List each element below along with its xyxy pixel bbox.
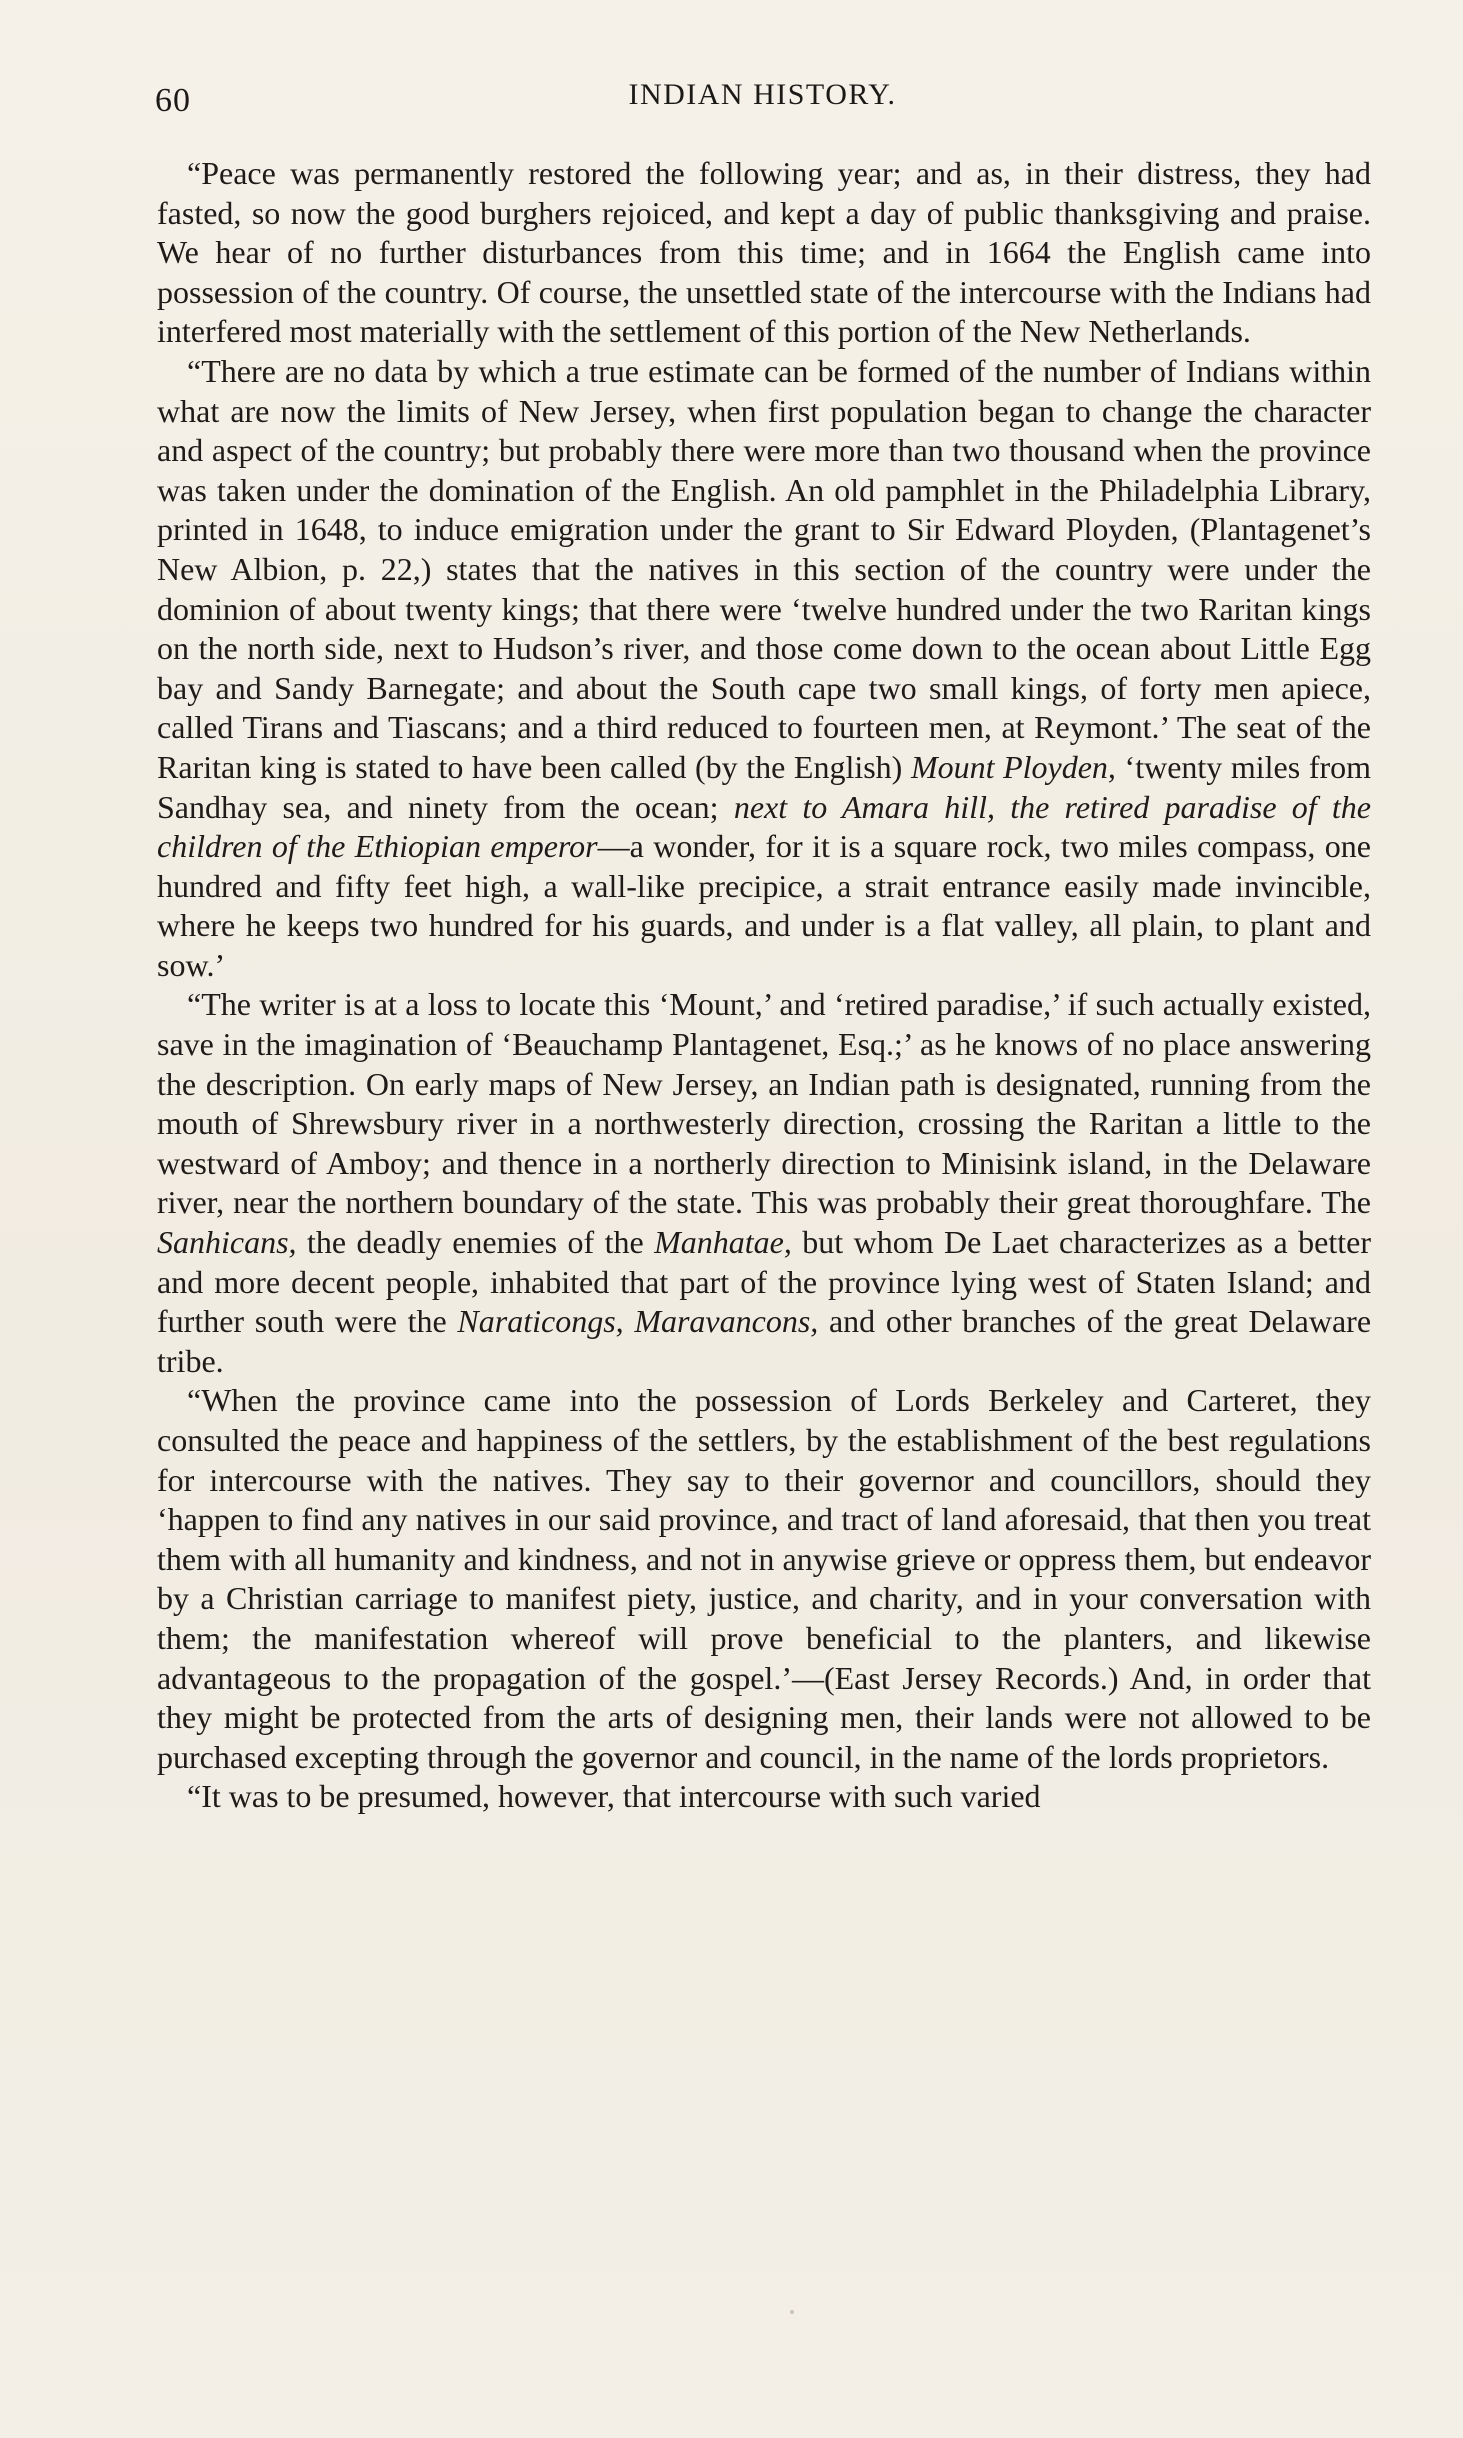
paragraph-text: ‘twenty miles from Sandhay sea, and ninety from the ocean; [157,748,1372,825]
paragraph-text: “It was to be presumed, however, that intercourse with such varied [187,1778,1041,1815]
italic-phrase: Naraticongs, Maravancons, [457,1303,819,1340]
running-head [155,74,1370,134]
paragraph-intercourse [157,1777,1371,1817]
paragraph-text: the deadly enemies of the [296,1224,655,1261]
italic-phrase: Manhatae, [654,1224,792,1261]
running-title: INDIAN HISTORY. [628,78,897,111]
italic-phrase: next to Amara hill, the retired paradise of the children of the Ethiopian emperor [157,788,1372,865]
paragraph-berkeley-carteret [157,1381,1371,1777]
paragraph-text: —a wonder, for it is a square rock, two miles compass, one hundred and fifty feet high, a wall-like precipice, a strait entrance easily made invincible, where he keeps two hundred for his guards, and under is a flat valley, all plain, to plant and sow.’ [157,828,1372,983]
paragraph-text: “There are no data by which a true estimate can be formed of the number of Indians within what are now the limits of New Jersey, when first population began to change the character and aspect of the country; but probably there were more than two thousand when the province was taken under the domination of the English. An old pamphlet in the Philadelphia Library, printed in 1648, to induce emigration under the grant to Sir Edward Ployden, (Plantagenet’s New Albion, p. 22,) states that the natives in this section of the country were under the dominion of about twenty kings; that there were ‘twelve hundred under the two Raritan kings on the north side, next to Hudson’s river, and those come down to the ocean about Little Egg bay and Sandy Barnegate; and about the South cape two small kings, of forty men apiece, called Tirans and Tiascans; and a third reduced to fourteen men, at Reymont.’ The seat of the Raritan king is stated to have been called (by the English) [157,352,1371,785]
paragraph-peace-restored [157,154,1371,352]
paragraph-indian-population [157,352,1371,986]
paragraph-text: “Peace was permanently restored the following year; and as, in their distress, they had fasted, so now the good burghers rejoiced, and kept a day of public thanksgiving and praise. We hear of no further disturbances from this time; and in 1664 the English came into possession of the country. Of course, the unsettled state of the intercourse with the Indians had interfered most materially with the settlement of this portion of the New Netherlands. [157,155,1371,350]
body-text [157,154,1371,1817]
page-number: 60 [155,82,191,119]
paragraph-mount-location [157,985,1371,1381]
paragraph-text: but whom De Laet characterizes as a better and more decent people, inhabited that part of the province lying west of Staten Island; and further south were the [157,1224,1372,1340]
paragraph-text: and other branches of the great Delaware tribe. [157,1303,1372,1379]
paper-speck [790,2310,794,2314]
italic-phrase: Sanhicans, [157,1224,297,1261]
italic-phrase: Mount Ployden, [910,748,1116,785]
paragraph-text: “The writer is at a loss to locate this ‘Mount,’ and ‘retired paradise,’ if such actually existed, save in the imagination of ‘Beauchamp Plantagenet, Esq.;’ as he knows of no place answering the description. On early maps of New Jersey, an Indian path is designated, running from the mouth of Shrewsbury river in a northwesterly direction, crossing the Raritan a little to the westward of Amboy; and thence in a northerly direction to Minisink island, in the Delaware river, near the northern boundary of the state. This was probably their great thoroughfare. The [157,986,1371,1221]
paragraph-text: “When the province came into the possession of Lords Berkeley and Carteret, they consulted the peace and happiness of the settlers, by the establishment of the best regulations for intercourse with the natives. They say to their governor and councillors, should they ‘happen to find any natives in our said province, and tract of land aforesaid, that then you treat them with all humanity and kindness, and not in anywise grieve or oppress them, but endeavor by a Christian carriage to manifest piety, justice, and charity, and in your conversation with them; the manifestation whereof will prove beneficial to the planters, and likewise advantageous to the propagation of the gospel.’—(East Jersey Records.) And, in order that they might be protected from the arts of designing men, their lands were not allowed to be purchased excepting through the governor and council, in the name of the lords proprietors. [157,1382,1371,1775]
